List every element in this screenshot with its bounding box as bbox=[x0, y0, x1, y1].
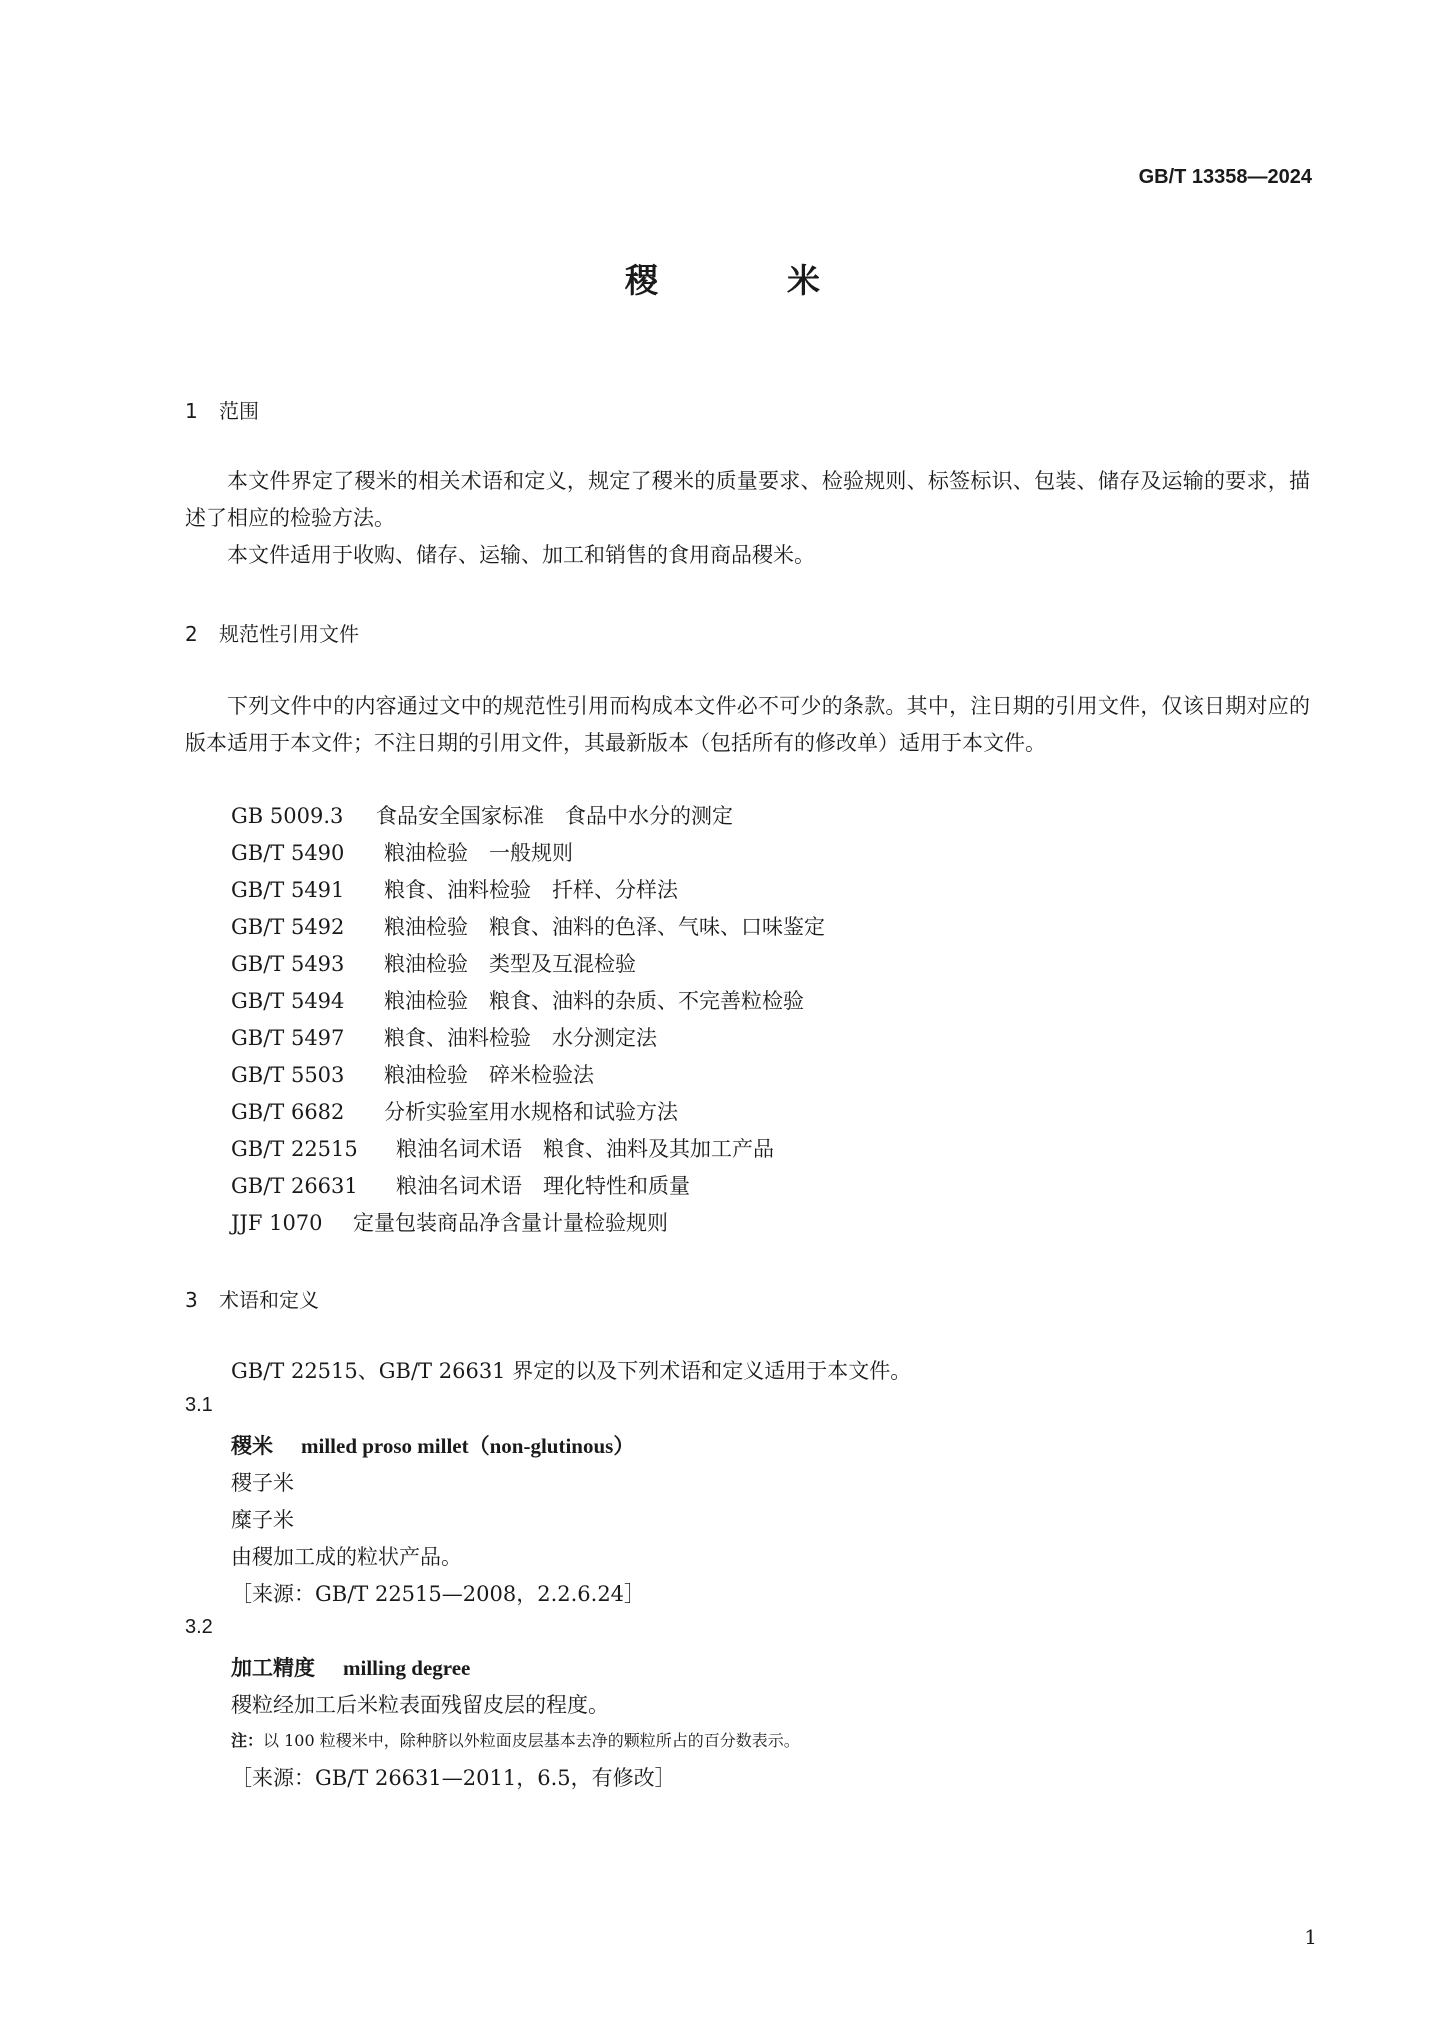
reference-item bbox=[231, 1170, 690, 1200]
section-number: 1 bbox=[185, 399, 198, 423]
page-number: 1 bbox=[1304, 1925, 1317, 1949]
section-1-paragraph-2: 本文件适用于收购、储存、运输、加工和销售的食用商品稷米。 bbox=[227, 543, 815, 567]
term-definition: 由稷加工成的粒状产品。 bbox=[231, 1545, 462, 1569]
section-1-paragraph-1: 本文件界定了稷米的相关术语和定义，规定了稷米的质量要求、检验规则、标签标识、包装、储存及运输的要求，描述了相应的检验方法。 bbox=[185, 469, 1310, 530]
section-2-heading bbox=[185, 618, 359, 647]
section-3-heading bbox=[185, 1284, 319, 1313]
reference-code: GB/T 5493 bbox=[231, 952, 345, 976]
reference-code: GB/T 5494 bbox=[231, 989, 345, 1013]
reference-item bbox=[231, 1096, 678, 1126]
term-english: milling degree bbox=[343, 1656, 471, 1680]
term-source: ［来源：GB/T 22515—2008，2.2.6.24］ bbox=[231, 1582, 646, 1606]
section-3-paragraph-1: GB/T 22515、GB/T 26631 界定的以及下列术语和定义适用于本文件。 bbox=[231, 1359, 912, 1383]
reference-item bbox=[231, 985, 804, 1015]
reference-title: 粮油名词术语 粮食、油料及其加工产品 bbox=[396, 1137, 774, 1161]
reference-item bbox=[231, 1059, 594, 1089]
reference-title: 粮食、油料检验 水分测定法 bbox=[384, 1026, 657, 1050]
reference-item bbox=[231, 911, 825, 941]
reference-code: GB/T 5497 bbox=[231, 1026, 345, 1050]
term-definition: 稷粒经加工后米粒表面残留皮层的程度。 bbox=[231, 1693, 609, 1717]
reference-code: GB/T 22515 bbox=[231, 1137, 358, 1161]
term-english: milled proso millet（non-glutinous） bbox=[301, 1434, 635, 1458]
term-heading bbox=[231, 1652, 470, 1682]
reference-title: 粮油检验 粮食、油料的杂质、不完善粒检验 bbox=[384, 989, 804, 1013]
section-number: 2 bbox=[185, 622, 198, 646]
reference-code: GB/T 5503 bbox=[231, 1063, 345, 1087]
reference-title: 粮油检验 粮食、油料的色泽、气味、口味鉴定 bbox=[384, 915, 825, 939]
term-chinese: 加工精度 bbox=[231, 1656, 315, 1680]
term-number: 3.2 bbox=[185, 1616, 213, 1638]
document-code: GB/T 13358—2024 bbox=[1138, 166, 1312, 188]
reference-code: GB/T 26631 bbox=[231, 1174, 358, 1198]
reference-code: GB/T 6682 bbox=[231, 1100, 345, 1124]
note-text: 以 100 粒稷米中，除种脐以外粒面皮层基本去净的颗粒所占的百分数表示。 bbox=[263, 1731, 800, 1750]
reference-item bbox=[231, 800, 733, 830]
reference-code: GB 5009.3 bbox=[231, 804, 344, 828]
term-synonym: 糜子米 bbox=[231, 1508, 294, 1532]
note-label: 注： bbox=[231, 1731, 264, 1750]
reference-item bbox=[231, 1133, 774, 1163]
reference-code: JJF 1070 bbox=[231, 1211, 323, 1235]
term-heading bbox=[231, 1430, 634, 1460]
reference-item bbox=[231, 837, 573, 867]
reference-code: GB/T 5490 bbox=[231, 841, 345, 865]
reference-title: 粮油检验 一般规则 bbox=[384, 841, 573, 865]
reference-title: 粮油检验 碎米检验法 bbox=[384, 1063, 594, 1087]
term-source: ［来源：GB/T 26631—2011，6.5，有修改］ bbox=[231, 1766, 676, 1790]
reference-item bbox=[231, 1022, 657, 1052]
reference-title: 粮食、油料检验 扦样、分样法 bbox=[384, 878, 678, 902]
reference-title: 粮油名词术语 理化特性和质量 bbox=[396, 1174, 690, 1198]
section-title: 范围 bbox=[219, 399, 259, 423]
section-number: 3 bbox=[185, 1288, 198, 1312]
term-chinese: 稷米 bbox=[231, 1434, 273, 1458]
reference-item bbox=[231, 1207, 668, 1237]
reference-title: 定量包装商品净含量计量检验规则 bbox=[353, 1211, 668, 1235]
reference-item bbox=[231, 874, 678, 904]
reference-code: GB/T 5492 bbox=[231, 915, 345, 939]
reference-title: 分析实验室用水规格和试验方法 bbox=[384, 1100, 678, 1124]
section-title: 术语和定义 bbox=[219, 1288, 319, 1312]
reference-title: 食品安全国家标准 食品中水分的测定 bbox=[376, 804, 733, 828]
page-title: 稷 米 bbox=[625, 261, 868, 300]
reference-title: 粮油检验 类型及互混检验 bbox=[384, 952, 636, 976]
section-2-paragraph-1: 下列文件中的内容通过文中的规范性引用而构成本文件必不可少的条款。其中，注日期的引用文件，仅该日期对应的版本适用于本文件；不注日期的引用文件，其最新版本（包括所有的修改单）适用于本文件。 bbox=[185, 694, 1310, 755]
term-note bbox=[231, 1728, 800, 1751]
section-title: 规范性引用文件 bbox=[219, 622, 359, 646]
reference-code: GB/T 5491 bbox=[231, 878, 345, 902]
section-1-heading bbox=[185, 395, 259, 424]
reference-item bbox=[231, 948, 636, 978]
term-synonym: 稷子米 bbox=[231, 1471, 294, 1495]
term-number: 3.1 bbox=[185, 1394, 213, 1416]
